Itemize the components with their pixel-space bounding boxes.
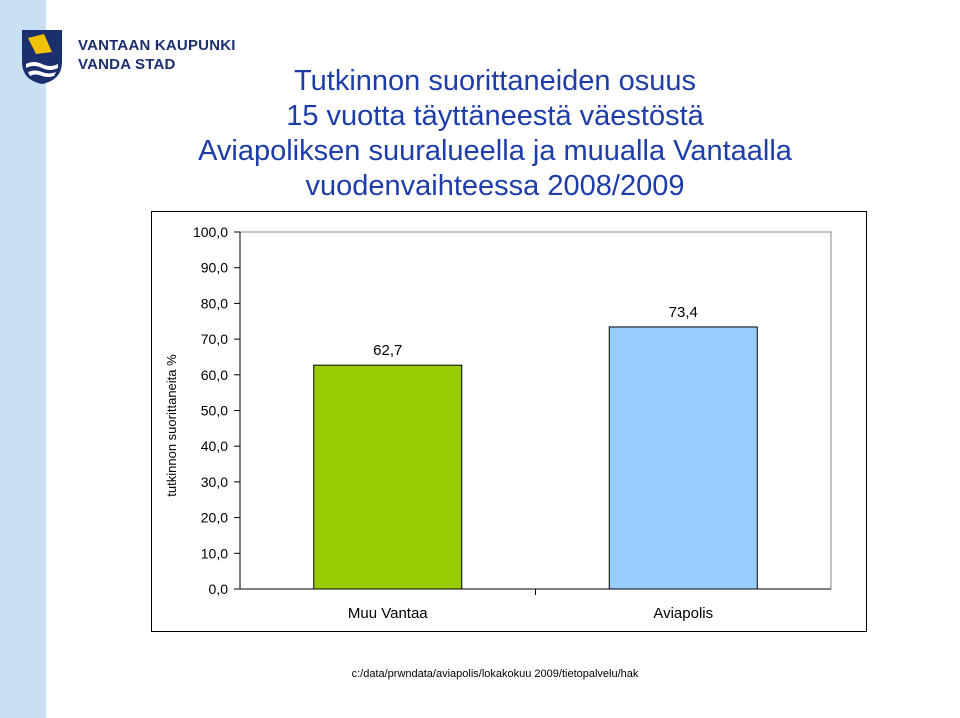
logo-line-1: VANTAAN KAUPUNKI xyxy=(78,37,236,54)
footer-path: c:/data/prwndata/aviapolis/lokakokuu 2009/tietopalvelu/hak xyxy=(351,668,639,680)
bar-1 xyxy=(609,327,757,589)
title-line-1: Tutkinnon suorittaneiden osuus xyxy=(294,65,696,97)
bar-0 xyxy=(314,365,462,589)
y-tick-label-6: 60,0 xyxy=(200,366,228,383)
title-line-2: 15 vuotta täyttäneestä väestöstä xyxy=(286,100,704,132)
title-line-4: vuodenvaihteessa 2008/2009 xyxy=(305,170,685,202)
bar-value-label-1: 73,4 xyxy=(668,303,698,321)
y-tick-label-2: 20,0 xyxy=(200,509,228,526)
title-line-3: Aviapoliksen suuralueella ja muualla Vantaalla xyxy=(198,135,792,167)
y-tick-label-9: 90,0 xyxy=(200,259,228,276)
y-tick-label-4: 40,0 xyxy=(200,438,228,455)
y-tick-label-10: 100,0 xyxy=(192,224,228,240)
vantaa-crest-icon xyxy=(18,28,66,86)
page-title xyxy=(110,64,880,204)
bar-chart xyxy=(152,212,868,633)
y-axis-title: tutkinnon suorittaneita % xyxy=(164,354,179,497)
y-tick-label-3: 30,0 xyxy=(200,473,228,490)
left-decor-strip xyxy=(0,0,46,718)
y-tick-label-5: 50,0 xyxy=(200,402,228,419)
chart-frame xyxy=(151,211,867,632)
y-tick-label-0: 0,0 xyxy=(208,581,228,597)
bar-value-label-0: 62,7 xyxy=(373,342,403,360)
y-tick-label-8: 80,0 xyxy=(200,295,228,312)
x-category-label-1: Aviapolis xyxy=(653,605,714,622)
y-tick-label-7: 70,0 xyxy=(200,331,228,348)
y-tick-label-1: 10,0 xyxy=(200,545,228,562)
logo-line-2: VANDA STAD xyxy=(78,56,176,73)
x-category-label-0: Muu Vantaa xyxy=(347,605,428,622)
